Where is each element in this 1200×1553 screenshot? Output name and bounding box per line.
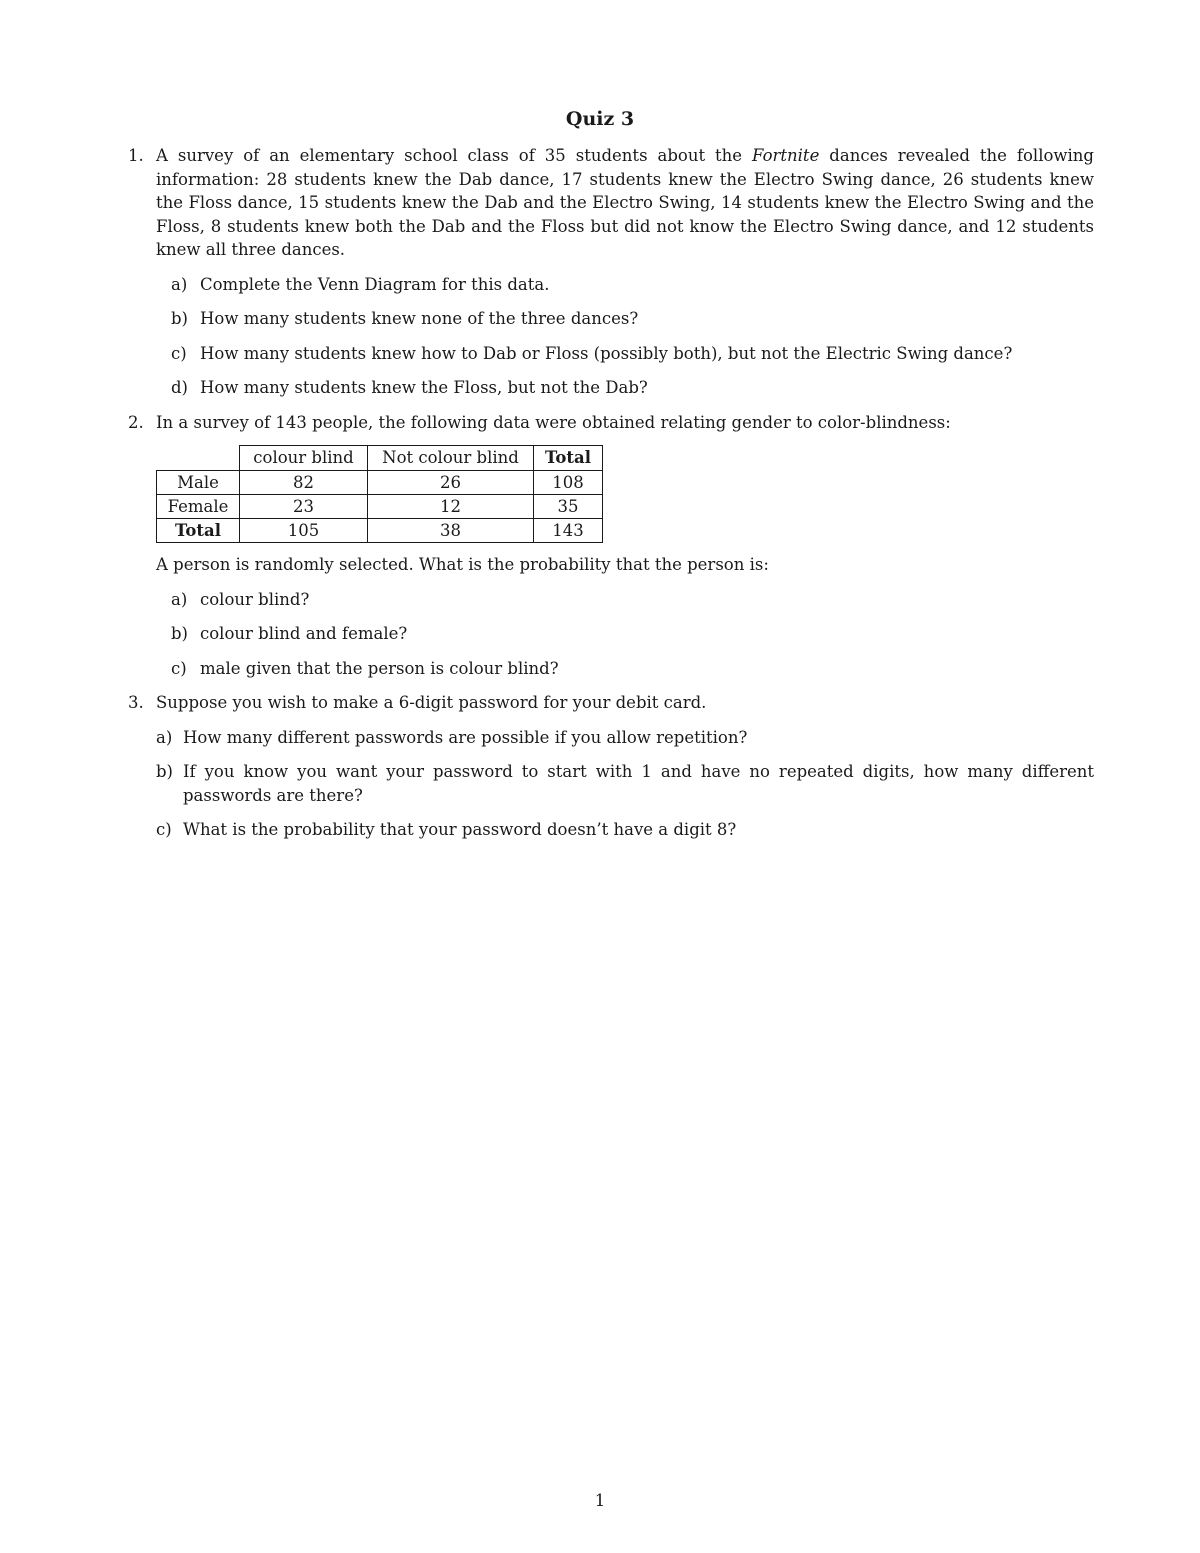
question-intro: A person is randomly selected. What is the probability that the person is:	[156, 555, 769, 574]
question-part	[156, 622, 1094, 646]
question-1-parts	[156, 273, 1094, 400]
question-part	[156, 376, 1094, 400]
question-text-end: dances revealed the following information: 28 students knew the Dab dance, 17 students knew the Electro Swing dance, 26 students knew the Floss dance, 15 students knew the Dab and the Electro Swing, 14 students knew the Electro Swing and the Floss, 8 students knew both the Dab and the Floss but did not know the Electro Swing dance, and 12 students knew all three dances.	[156, 146, 1094, 259]
part-text: How many different passwords are possible if you allow repetition?	[183, 727, 748, 747]
table-header-cell: Total	[534, 446, 603, 471]
table-cell: 38	[368, 519, 534, 543]
question-number: 1.	[128, 146, 144, 165]
table-cell: 108	[534, 471, 603, 495]
question-text: In a survey of 143 people, the following data were obtained relating gender to color-blindness:	[156, 412, 951, 432]
table-header-cell: Not colour blind	[368, 446, 534, 471]
part-text: male given that the person is colour blind?	[200, 658, 559, 678]
table-cell: 82	[240, 471, 368, 495]
table-row-header: Total	[157, 519, 240, 543]
part-text: Complete the Venn Diagram for this data.	[200, 274, 550, 294]
part-label: a)	[156, 727, 173, 747]
question-part	[156, 307, 1094, 331]
part-label: c)	[156, 820, 172, 839]
part-text: What is the probability that your password doesn’t have a digit 8?	[183, 820, 737, 839]
table-header-row	[157, 446, 603, 471]
question-2-parts	[156, 588, 1094, 681]
table-row	[157, 471, 603, 495]
table-row	[157, 495, 603, 519]
part-text: How many students knew none of the three dances?	[200, 309, 639, 328]
table-header-cell: colour blind	[240, 446, 368, 471]
part-label: b)	[171, 309, 188, 328]
question-3	[128, 691, 1094, 842]
question-part	[156, 760, 1094, 807]
table-cell: 26	[368, 471, 534, 495]
question-3-parts	[156, 726, 1094, 842]
part-text: colour blind?	[200, 589, 310, 609]
question-part	[156, 342, 1094, 366]
part-label: d)	[171, 378, 188, 397]
page-number: 1	[594, 1491, 606, 1510]
part-text: How many students knew the Floss, but not the Dab?	[200, 378, 648, 397]
question-number: 3.	[128, 693, 144, 712]
question-text	[156, 144, 1094, 262]
table-cell: 35	[534, 495, 603, 519]
part-label: b)	[171, 624, 188, 643]
table-cell: 105	[240, 519, 368, 543]
table-cell: 143	[534, 519, 603, 543]
question-part	[156, 818, 1094, 842]
question-text-start: A survey of an elementary school class of 35 students about the	[156, 146, 753, 165]
part-label: c)	[171, 658, 187, 678]
part-label: a)	[171, 589, 188, 609]
question-part	[156, 588, 1094, 612]
table-row-header: Female	[157, 495, 240, 519]
question-text: Suppose you wish to make a 6-digit password for your debit card.	[156, 693, 707, 712]
question-part	[156, 657, 1094, 681]
part-text: If you know you want your password to start with 1 and have no repeated digits, how many different passwords are there?	[183, 762, 1094, 805]
part-label: b)	[156, 762, 173, 781]
table-header-cell	[157, 446, 240, 471]
question-part	[156, 726, 1094, 750]
part-label: c)	[171, 343, 187, 363]
page-title: Quiz 3	[565, 108, 635, 130]
table-row	[157, 519, 603, 543]
question-2	[128, 411, 1094, 681]
table-cell: 12	[368, 495, 534, 519]
part-text: colour blind and female?	[200, 624, 408, 643]
question-part	[156, 273, 1094, 297]
table-cell: 23	[240, 495, 368, 519]
quiz-content	[128, 144, 1094, 853]
question-1	[128, 144, 1094, 400]
emphasized-game-title: Fortnite	[752, 146, 820, 165]
question-number: 2.	[128, 412, 144, 432]
part-text: How many students knew how to Dab or Floss (possibly both), but not the Electric Swing dance?	[200, 343, 1013, 363]
table-row-header: Male	[157, 471, 240, 495]
colour-blindness-table	[156, 445, 603, 543]
part-label: a)	[171, 274, 188, 294]
